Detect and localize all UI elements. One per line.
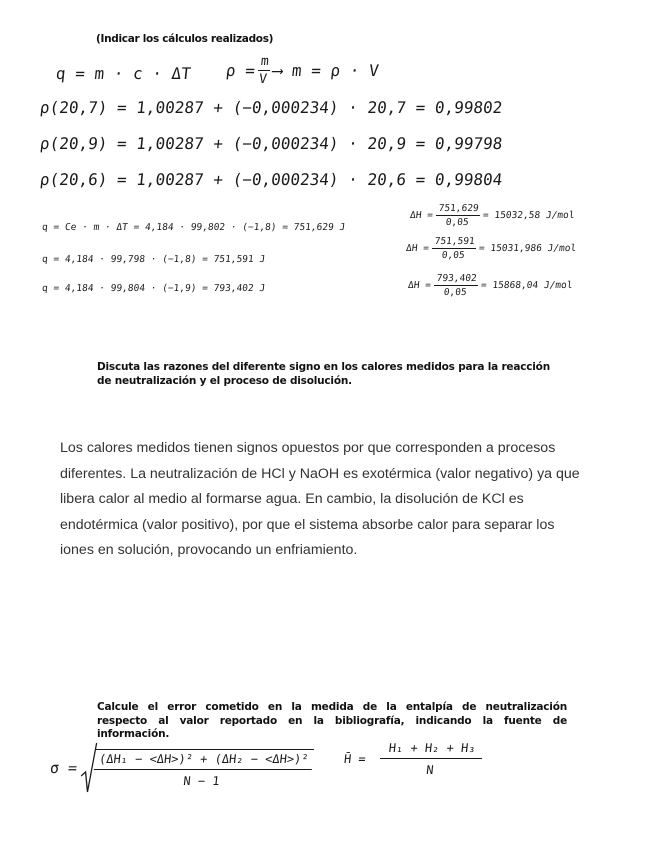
mean-fraction	[378, 741, 484, 777]
mean-formula	[342, 741, 484, 777]
answer-paragraph	[60, 436, 636, 564]
question-sign-line-1: Discuta las razones del diferente signo en los calores medidos para la reacción	[97, 361, 550, 373]
question-error-calculation	[97, 701, 567, 742]
std-dev-fraction	[92, 749, 314, 788]
answer-line-1: Los calores medidos tienen signos opuestos por que corresponden a procesos	[60, 440, 556, 456]
enthalpy-line-1	[409, 203, 576, 228]
question-error-line-1: Calcule el error cometido en la medida de la entalpía de neutralización	[97, 701, 567, 713]
heat-line-1: q = Ce · m · ΔT = 4,184 · 99,802 · (−1,8) = 751,629 J	[41, 222, 346, 233]
density-formula-rhs: ⟶ m = ρ · V	[271, 61, 380, 80]
answer-line-3: libera calor al medio al formarse agua. En cambio, la disolución de KCl es	[60, 491, 524, 508]
enthalpy-line-3-lhs: ΔH =	[407, 280, 432, 291]
density-fraction-num: m	[258, 54, 272, 71]
answer-line-5: iones en solución, provocando un enfriamiento.	[60, 542, 358, 559]
calculations-hint: (Indicar los cálculos realizados)	[96, 33, 274, 45]
enthalpy-line-1-den: 0,05	[445, 217, 470, 228]
enthalpy-line-2	[405, 236, 578, 261]
density-fraction-den: V	[258, 72, 268, 87]
enthalpy-line-3-num: 793,402	[434, 273, 479, 286]
density-formula-lhs: ρ =	[225, 61, 256, 80]
density-formula	[224, 54, 380, 87]
enthalpy-line-1-lhs: ΔH =	[409, 210, 434, 221]
enthalpy-line-2-fraction	[431, 236, 478, 261]
mean-numerator: H₁ + H₂ + H₃	[380, 741, 485, 759]
enthalpy-line-2-lhs: ΔH =	[405, 243, 430, 254]
density-fraction	[256, 54, 271, 87]
enthalpy-line-2-den: 0,05	[441, 250, 466, 261]
std-dev-denominator: N − 1	[182, 773, 221, 788]
question-error-line-3: información.	[97, 728, 170, 740]
question-sign-line-2: de neutralización y el proceso de disolución.	[97, 374, 352, 387]
enthalpy-line-3-den: 0,05	[443, 287, 468, 298]
enthalpy-line-1-fraction	[435, 203, 482, 228]
question-error-line-2: respecto al valor reportado en la bibliografía, indicando la fuente de	[97, 714, 567, 727]
heat-formula: q = m · c · ΔT	[55, 64, 192, 83]
enthalpy-line-2-num: 751,591	[432, 236, 477, 249]
enthalpy-line-3-rhs: = 15868,04 J/mol	[480, 280, 574, 291]
heat-line-2: q = 4,184 · 99,798 · (−1,8) = 751,591 J	[41, 254, 266, 265]
enthalpy-line-3	[407, 273, 574, 298]
enthalpy-line-1-num: 751,629	[436, 203, 481, 216]
std-dev-numerator: (ΔH₁ − <ΔH>)² + (ΔH₂ − <ΔH>)²	[94, 752, 313, 770]
enthalpy-line-3-fraction	[433, 273, 480, 298]
answer-line-2: diferentes. La neutralización de HCl y NaOH es exotérmica (valor negativo) ya que	[60, 465, 580, 482]
std-dev-lhs: σ =	[49, 759, 79, 777]
question-sign-discussion	[97, 361, 567, 388]
enthalpy-line-2-rhs: = 15031,986 J/mol	[478, 243, 577, 254]
std-dev-formula	[47, 742, 314, 794]
mean-denominator: N	[425, 763, 435, 777]
answer-line-4: endotérmica (valor positivo), por que el sistema absorbe calor para separar los	[60, 516, 555, 533]
enthalpy-line-1-rhs: = 15032,58 J/mol	[482, 210, 576, 221]
heat-line-3: q = 4,184 · 99,804 · (−1,9) = 793,402 J	[41, 283, 266, 294]
density-line-2: ρ(20,9) = 1,00287 + (−0,000234) · 20,9 = 0,99798	[39, 134, 504, 153]
density-line-1: ρ(20,7) = 1,00287 + (−0,000234) · 20,7 = 0,99802	[39, 98, 504, 117]
density-line-3: ρ(20,6) = 1,00287 + (−0,000234) · 20,6 = 0,99804	[39, 170, 504, 189]
mean-lhs: H̄ =	[343, 752, 367, 766]
